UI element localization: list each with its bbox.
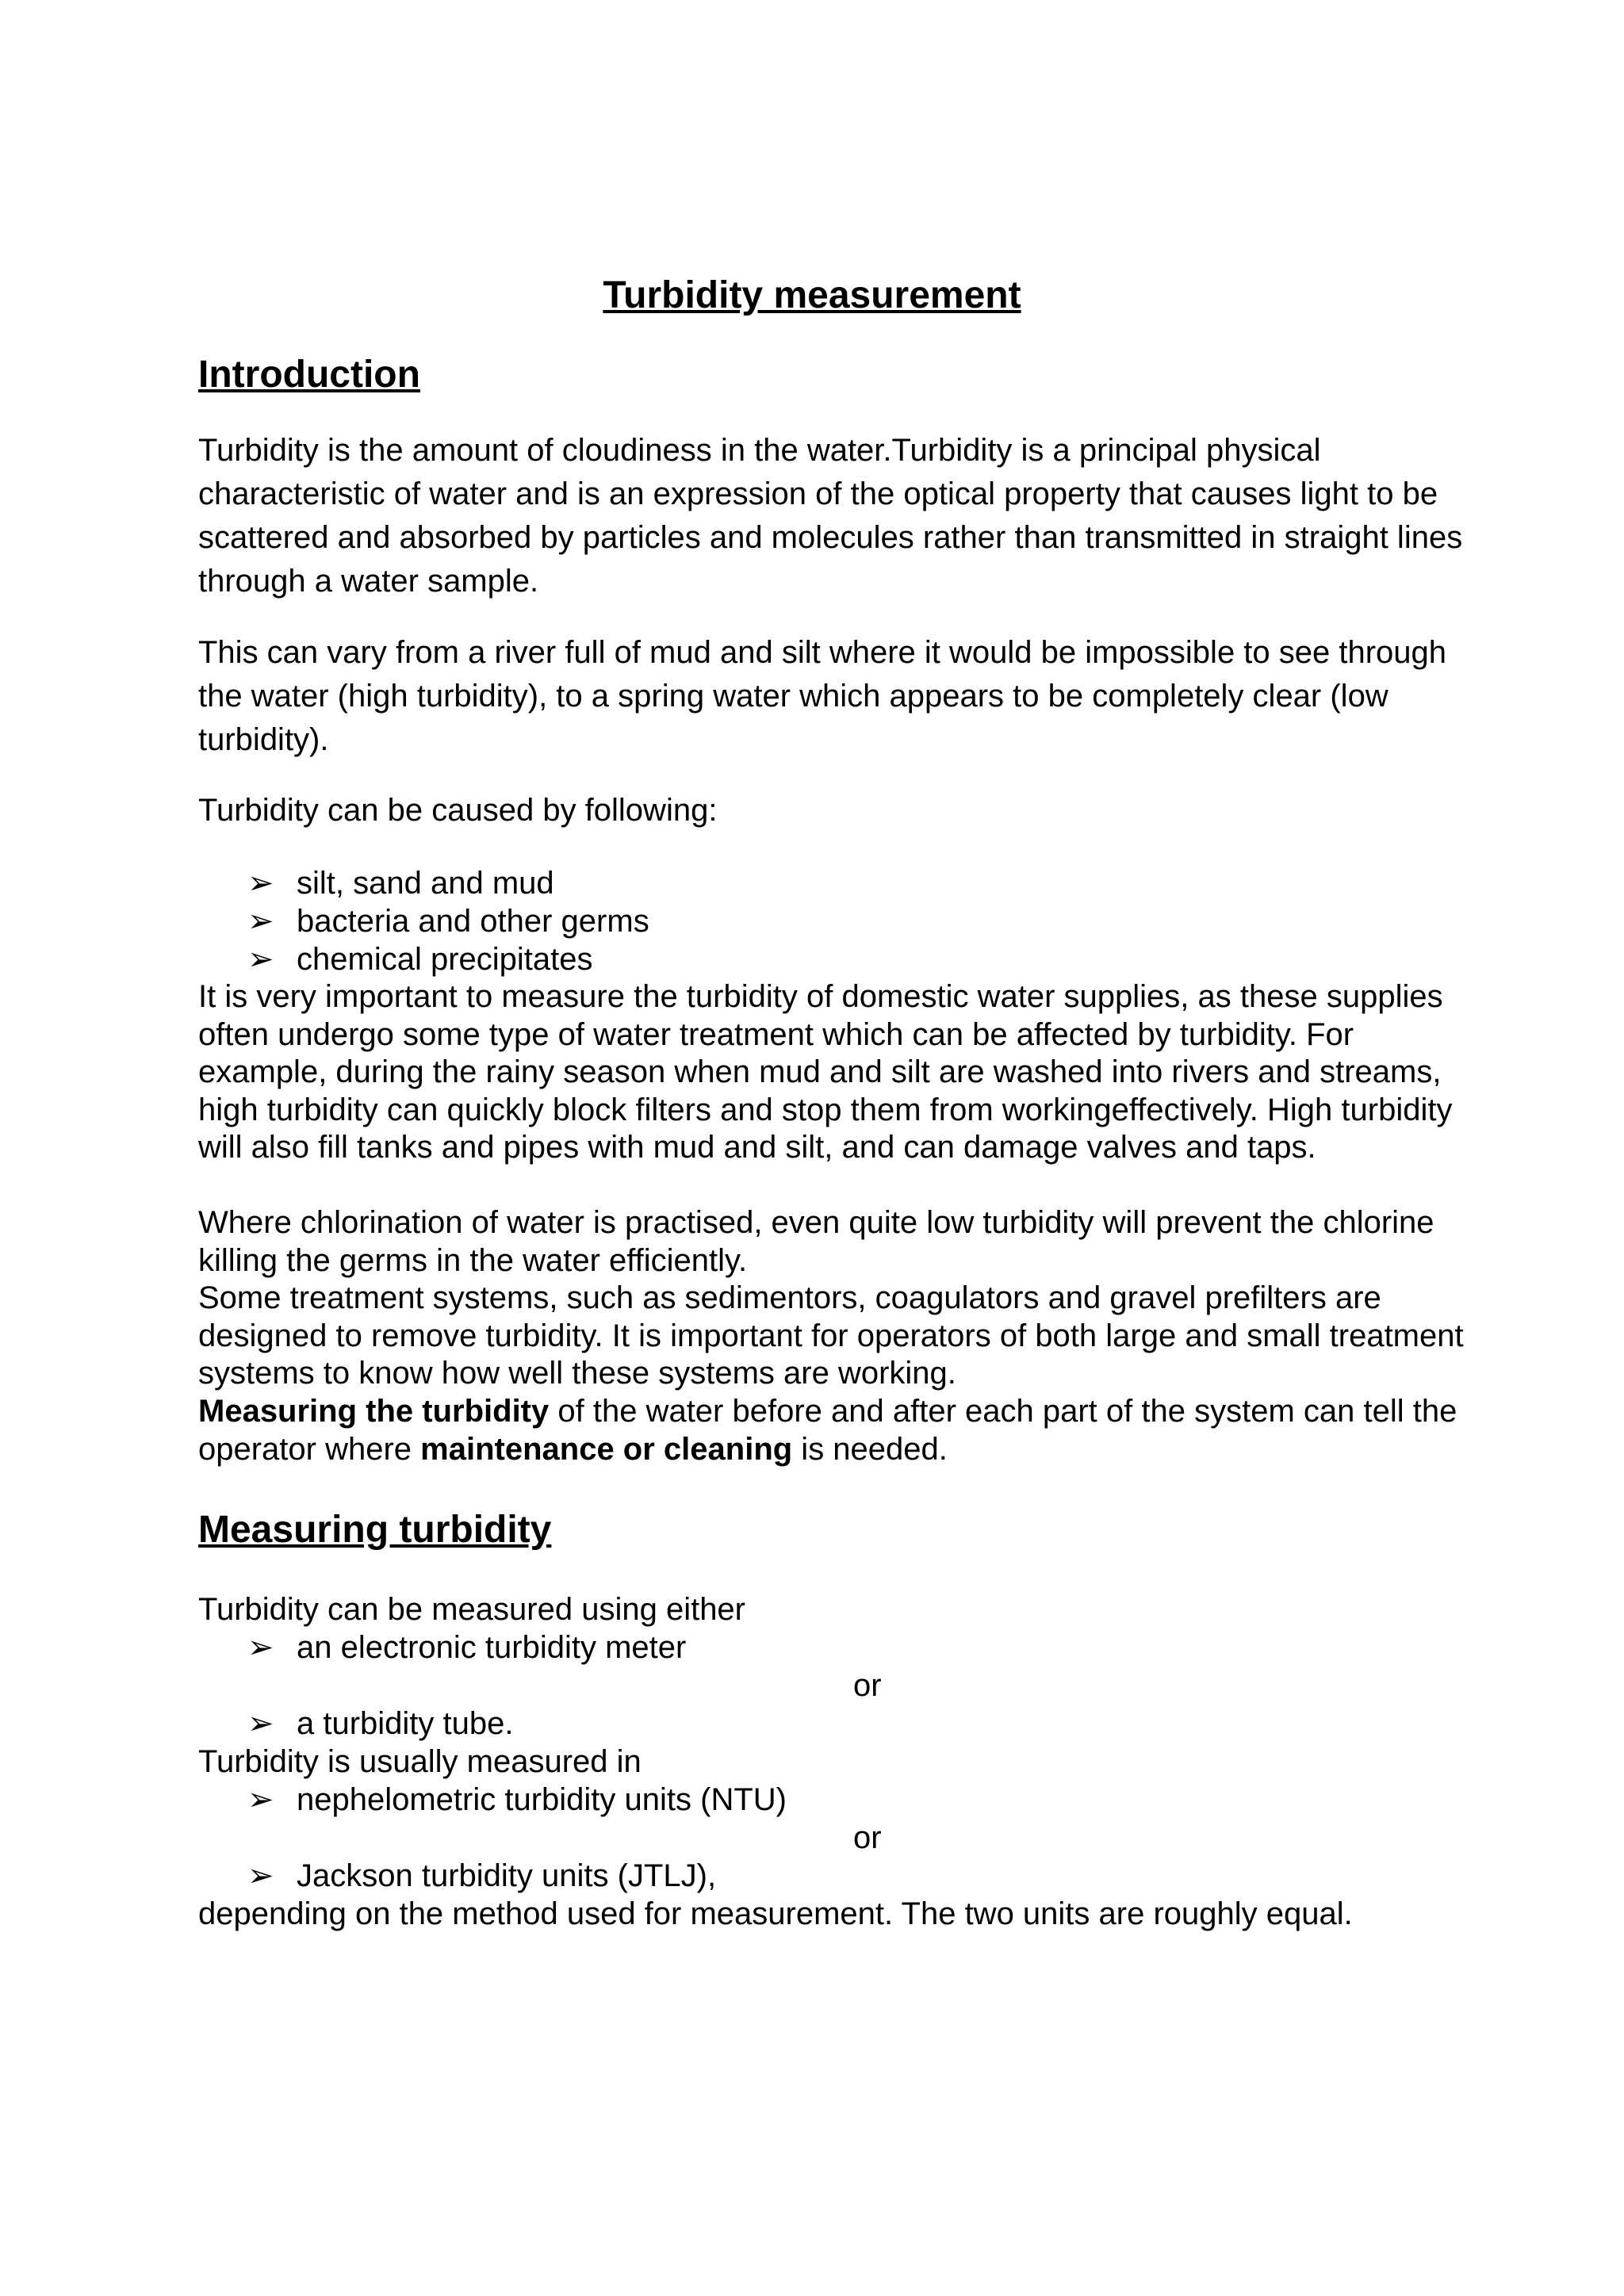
measuring-lead-2: Turbidity is usually measured in <box>198 1744 642 1779</box>
methods-list-b <box>198 1705 514 1743</box>
arrow-bullet-icon: ➢ <box>247 866 274 901</box>
intro-paragraph-3: Turbidity can be caused by following: <box>198 793 718 828</box>
units-list-a <box>198 1781 787 1819</box>
list-item: ➢ a turbidity tube. <box>247 1706 514 1741</box>
list-item: ➢ chemical precipitates <box>247 942 593 977</box>
intro-paragraph-2: This can vary from a river full of mud and silt where it would be impossible to see through the water (high turbidity), to a spring water which appears to be completely clear (low turbidity). <box>198 635 1447 757</box>
intro-paragraph-1: Turbidity is the amount of cloudiness in the water.Turbidity is a principal physical characteristic of water and is an expression of the optical property that causes light to be scattered and absorbed by particles and molecules rather than transmitted in straight lines through a water sample. <box>198 433 1463 599</box>
list-item: ➢ nephelometric turbidity units (NTU) <box>247 1782 787 1817</box>
arrow-bullet-icon: ➢ <box>247 1630 274 1665</box>
bold-phrase: maintenance or cleaning <box>420 1431 793 1467</box>
units-list-b <box>198 1857 716 1895</box>
or-separator: or <box>853 1668 882 1703</box>
arrow-bullet-icon: ➢ <box>247 1782 274 1817</box>
causes-list <box>198 864 649 978</box>
intro-paragraph-7: Measuring the turbidity of the water before and after each part of the system can tell the operator where maintenance or cleaning is needed. <box>198 1394 1457 1467</box>
list-item: ➢ an electronic turbidity meter <box>247 1630 687 1665</box>
list-item: ➢ bacteria and other germs <box>247 904 649 939</box>
or-separator: or <box>853 1820 882 1855</box>
list-item: ➢ silt, sand and mud <box>247 866 554 901</box>
section-heading-introduction: Introduction <box>198 354 420 396</box>
measuring-closing: depending on the method used for measurement. The two units are roughly equal. <box>198 1896 1353 1931</box>
measuring-lead-1: Turbidity can be measured using either <box>198 1592 745 1627</box>
methods-list-a <box>198 1628 686 1667</box>
intro-paragraph-4: It is very important to measure the turbidity of domestic water supplies, as these supplies often undergo some type of water treatment which can be affected by turbidity. For example, during the rainy season when mud and silt are washed into rivers and streams, high turbidity can quickly block filters and stop them from workingeffectively. High turbidity will also fill tanks and pipes with mud and silt, and can damage valves and taps. <box>198 979 1453 1165</box>
section-heading-measuring: Measuring turbidity <box>198 1509 552 1551</box>
arrow-bullet-icon: ➢ <box>247 942 274 977</box>
arrow-bullet-icon: ➢ <box>247 1706 274 1741</box>
intro-paragraph-5: Where chlorination of water is practised, even quite low turbidity will prevent the chlorine killing the germs in the water efficiently. <box>198 1205 1434 1278</box>
arrow-bullet-icon: ➢ <box>247 904 274 939</box>
page-title: Turbidity measurement <box>603 274 1021 316</box>
intro-paragraph-6: Some treatment systems, such as sedimentors, coagulators and gravel prefilters are designed to remove turbidity. It is important for operators of both large and small treatment systems to know how well these systems are working. <box>198 1280 1464 1391</box>
bold-phrase: Measuring the turbidity <box>198 1394 550 1429</box>
list-item: ➢ Jackson turbidity units (JTLJ), <box>247 1858 717 1893</box>
arrow-bullet-icon: ➢ <box>247 1858 274 1893</box>
